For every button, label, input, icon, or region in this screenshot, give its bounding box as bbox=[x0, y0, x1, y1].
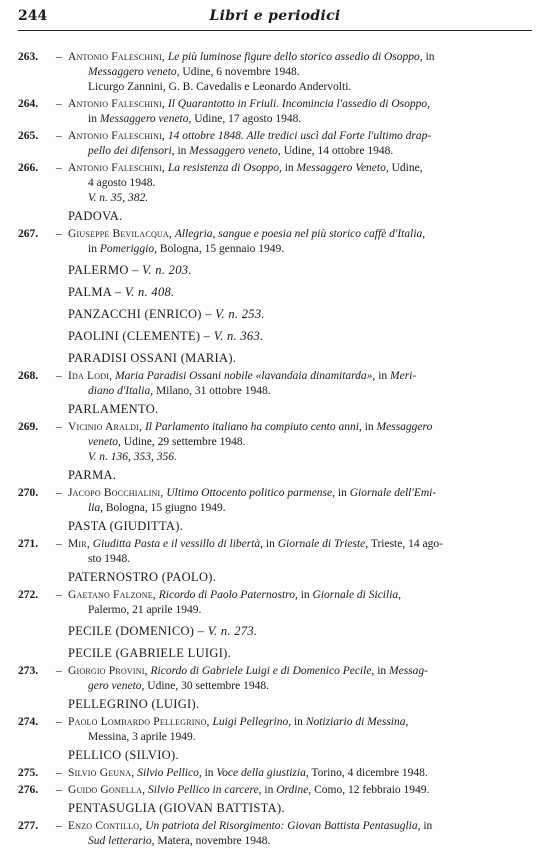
bibliography-entry-268 bbox=[18, 369, 532, 399]
bibliography-entry-271 bbox=[18, 537, 532, 567]
entry-title: Silvio Pellico in carcere, bbox=[148, 784, 262, 796]
entry-continuation bbox=[68, 112, 532, 127]
entry-source: Ordine, bbox=[276, 784, 312, 796]
subject-heading-parma: PARMA. bbox=[68, 468, 117, 482]
entry-source: Giornale di Sicilia, bbox=[312, 589, 402, 601]
heading-cross-reference: – V. n. 408. bbox=[114, 285, 175, 299]
entry-continuation: 4 agosto 1948. bbox=[88, 177, 156, 189]
entry-title: Maria Paradisi Ossani nobile «lavandaia dinamitarda», bbox=[115, 370, 376, 382]
bibliography-entry-270 bbox=[18, 486, 532, 516]
subject-heading-paradisi: PARADISI OSSANI (MARIA). bbox=[68, 351, 237, 365]
bibliography-entry-265 bbox=[18, 129, 532, 159]
entry-dash: – bbox=[56, 589, 62, 601]
entry-author: Antonio Faleschini, bbox=[68, 98, 165, 110]
entry-continuation: Messina, 3 aprile 1949. bbox=[88, 731, 196, 743]
subject-heading-pellico: PELLICO (SILVIO). bbox=[68, 748, 179, 762]
entry-source: Pomeriggio, bbox=[99, 243, 158, 255]
entry-imprint: Milano, 31 ottobre 1948. bbox=[153, 385, 271, 397]
entry-in: in bbox=[261, 784, 277, 796]
entry-source: Giornale dell'Emi- bbox=[349, 487, 437, 499]
entry-dash: – bbox=[56, 421, 62, 433]
entry-title: Le più luminose figure dello storico assedio di Osoppo, bbox=[167, 51, 423, 63]
entry-text bbox=[68, 766, 532, 781]
entry-dash: – bbox=[56, 51, 62, 63]
entry-number: 265. bbox=[18, 130, 39, 142]
entry-author: Antonio Faleschini, bbox=[68, 51, 165, 63]
entry-dash: – bbox=[56, 767, 62, 779]
entry-source: Messaggero bbox=[376, 421, 433, 433]
heading-label: PALMA bbox=[68, 285, 112, 299]
entry-dash: – bbox=[56, 228, 62, 240]
entry-title: Il Quarantotto in Friuli. Incomincia l'assedio di Osoppo, bbox=[167, 98, 431, 110]
entry-title: 14 ottobre 1848. Alle tredici uscì dal Forte l'ultimo drap- bbox=[167, 130, 432, 142]
entry-source: Messaggero veneto, bbox=[189, 145, 281, 157]
entry-source: Messaggero veneto, bbox=[88, 66, 180, 78]
entry-source: Sud letterario, bbox=[88, 835, 155, 847]
entry-author: Gaetano Falzone, bbox=[68, 589, 156, 601]
entry-title: Il Parlamento italiano ha compiuto cento anni, bbox=[144, 421, 362, 433]
entry-dash: – bbox=[56, 98, 62, 110]
entry-imprint: Udine, 30 settembre 1948. bbox=[144, 680, 269, 692]
entry-number: 266. bbox=[18, 162, 39, 174]
entry-author: Vicinio Araldi, bbox=[68, 421, 143, 433]
entry-number: 263. bbox=[18, 51, 39, 63]
subject-heading-palermo bbox=[18, 262, 532, 279]
entry-imprint: Udine, 14 ottobre 1948. bbox=[280, 145, 394, 157]
entry-number: 269. bbox=[18, 421, 39, 433]
entry-source: Voce della giustizia, bbox=[216, 767, 309, 779]
entry-text bbox=[68, 369, 532, 384]
bibliography-entry-266 bbox=[18, 161, 532, 206]
bibliography-entry-273 bbox=[18, 664, 532, 694]
bibliography-entry-267 bbox=[18, 227, 532, 257]
entry-cross-reference: V. n. 136, 353, 356. bbox=[88, 451, 177, 463]
entry-text bbox=[68, 664, 532, 679]
subject-heading-pecile-gabriele: PECILE (GABRIELE LUIGI). bbox=[68, 646, 232, 660]
entry-number: 270. bbox=[18, 487, 39, 499]
bibliography-entry-272 bbox=[18, 588, 532, 618]
running-head: Libri e periodici bbox=[209, 8, 341, 24]
entry-author: Antonio Faleschini, bbox=[68, 130, 165, 142]
heading-label: PECILE (DOMENICO) bbox=[68, 624, 195, 638]
entry-text bbox=[68, 783, 532, 798]
heading-cross-reference: – V. n. 363. bbox=[203, 329, 264, 343]
subject-heading-parlamento: PARLAMENTO. bbox=[68, 402, 159, 416]
bibliography-entry-274 bbox=[18, 715, 532, 745]
entry-title: La resistenza di Osoppo, bbox=[167, 162, 282, 174]
subject-heading-paternostro: PATERNOSTRO (PAOLO). bbox=[68, 570, 217, 584]
entry-title: Allegria, sangue e poesia nel più storico caffè d'Italia, bbox=[174, 228, 426, 240]
entry-dash: – bbox=[56, 665, 62, 677]
heading-cross-reference: – V. n. 253. bbox=[205, 307, 265, 321]
entry-text bbox=[68, 715, 532, 730]
entry-imprint: Trieste, 14 ago- bbox=[368, 538, 443, 550]
page-number: 244 bbox=[18, 8, 48, 24]
entry-imprint: Udine, bbox=[388, 162, 423, 174]
entry-continuation bbox=[68, 501, 532, 516]
entry-title: Un patriota del Risorgimento: Giovan Battista Pentasuglia, bbox=[145, 820, 421, 832]
entry-imprint: Torino, 4 dicembre 1948. bbox=[308, 767, 428, 779]
entry-source: Messaggero veneto, bbox=[99, 113, 192, 125]
entry-author: Giuseppe Bevilacqua, bbox=[68, 228, 172, 240]
entry-in: in bbox=[361, 421, 377, 433]
subject-heading-palma bbox=[18, 284, 532, 301]
entry-source: Messag- bbox=[389, 665, 428, 677]
entry-dash: – bbox=[56, 487, 62, 499]
entry-author: Jacopo Bocchialini, bbox=[68, 487, 164, 499]
entry-dash: – bbox=[56, 784, 62, 796]
entry-continuation bbox=[68, 834, 532, 849]
entry-continuation bbox=[68, 242, 532, 257]
entry-continuation bbox=[68, 679, 532, 694]
entry-imprint: Matera, novembre 1948. bbox=[154, 835, 271, 847]
entry-title: Ricordo di Paolo Paternostro, bbox=[158, 589, 298, 601]
entry-source-cont: lia, bbox=[88, 502, 104, 514]
heading-cross-reference: – V. n. 203. bbox=[132, 263, 192, 277]
entry-author: Giorgio Provini, bbox=[68, 665, 148, 677]
entry-dash: – bbox=[56, 370, 62, 382]
entry-text bbox=[68, 161, 532, 176]
entry-continuation: Palermo, 21 aprile 1949. bbox=[88, 604, 202, 616]
entry-in: in bbox=[291, 716, 306, 728]
entry-imprint: Udine, 6 novembre 1948. bbox=[179, 66, 300, 78]
entry-imprint: Udine, 29 settembre 1948. bbox=[120, 436, 246, 448]
entry-imprint: Udine, 17 agosto 1948. bbox=[191, 113, 302, 125]
bibliography-entry-264 bbox=[18, 97, 532, 127]
entry-text bbox=[68, 486, 532, 501]
entry-author: Ida Lodi, bbox=[68, 370, 113, 382]
entry-number: 272. bbox=[18, 589, 39, 601]
entry-in: in bbox=[88, 243, 100, 255]
entry-author: Paolo Lombardo Pellegrino, bbox=[68, 716, 210, 728]
entry-dash: – bbox=[56, 820, 62, 832]
entry-in: in bbox=[375, 370, 391, 382]
entry-in: in bbox=[281, 162, 297, 174]
entry-number: 277. bbox=[18, 820, 39, 832]
entry-source-cont: gero veneto, bbox=[88, 680, 145, 692]
entry-author: Antonio Faleschini, bbox=[68, 162, 165, 174]
entry-text bbox=[68, 819, 532, 834]
entry-source: Messaggero Veneto, bbox=[296, 162, 389, 174]
entry-in: in bbox=[374, 665, 390, 677]
entry-source: Notiziario di Messina, bbox=[305, 716, 409, 728]
entry-number: 276. bbox=[18, 784, 39, 796]
bibliography-entry-269 bbox=[18, 420, 532, 465]
entry-source: Meri- bbox=[390, 370, 417, 382]
entry-dash: – bbox=[56, 538, 62, 550]
entry-rest: in bbox=[420, 820, 433, 832]
entry-text bbox=[68, 50, 532, 65]
entry-cross-reference: V. n. 35, 382. bbox=[88, 192, 149, 204]
entry-title: Ricordo di Gabriele Luigi e di Domenico Pecile, bbox=[150, 665, 375, 677]
entry-author: Guido Gonella, bbox=[68, 784, 146, 796]
entry-dash: – bbox=[56, 716, 62, 728]
entry-source: Giornale di Trieste, bbox=[277, 538, 369, 550]
subject-heading-pasta: PASTA (GIUDITTA). bbox=[68, 519, 184, 533]
entry-title: Silvio Pellico, bbox=[137, 767, 202, 779]
bibliography-entry-275 bbox=[18, 766, 532, 781]
entry-title: Ultimo Ottocento politico parmense, bbox=[166, 487, 336, 499]
entry-title: Giuditta Pasta e il vessillo di libertà, bbox=[92, 538, 264, 550]
entry-source-cont: diano d'Italia, bbox=[88, 385, 154, 397]
entry-in: in bbox=[263, 538, 278, 550]
entry-text bbox=[68, 129, 532, 144]
entry-title: Luigi Pellegrino, bbox=[212, 716, 292, 728]
heading-label: PALERMO bbox=[68, 263, 129, 277]
entry-imprint: Como, 12 febbraio 1949. bbox=[311, 784, 430, 796]
bibliography-list bbox=[18, 50, 532, 851]
entry-number: 275. bbox=[18, 767, 39, 779]
entry-number: 264. bbox=[18, 98, 39, 110]
entry-text bbox=[68, 537, 532, 552]
entry-continuation bbox=[68, 144, 532, 159]
entry-in: in bbox=[88, 113, 100, 125]
entry-number: 268. bbox=[18, 370, 39, 382]
bibliography-entry-263 bbox=[18, 50, 532, 95]
entry-note: Licurgo Zannini, G. B. Cavedalis e Leonardo Andervolti. bbox=[88, 81, 352, 93]
entry-text bbox=[68, 227, 532, 242]
entry-imprint: Bologna, 15 gennaio 1949. bbox=[157, 243, 285, 255]
page-header bbox=[18, 8, 532, 31]
bibliography-entry-276 bbox=[18, 783, 532, 798]
entry-source-cont: veneto, bbox=[88, 436, 121, 448]
entry-number: 273. bbox=[18, 665, 39, 677]
entry-in: in bbox=[335, 487, 350, 499]
entry-author: Enzo Contillo, bbox=[68, 820, 143, 832]
subject-heading-paolini bbox=[18, 328, 532, 345]
entry-dash: – bbox=[56, 130, 62, 142]
entry-author: Mir, bbox=[68, 538, 90, 550]
entry-dash: – bbox=[56, 162, 62, 174]
subject-heading-pecile-domenico bbox=[18, 623, 532, 640]
entry-continuation: sto 1948. bbox=[88, 553, 131, 565]
entry-number: 274. bbox=[18, 716, 39, 728]
subject-heading-panzacchi bbox=[18, 306, 532, 323]
entry-text bbox=[68, 420, 532, 435]
entry-continuation bbox=[68, 65, 532, 80]
entry-text bbox=[68, 588, 532, 603]
entry-number: 271. bbox=[18, 538, 39, 550]
entry-continuation bbox=[68, 384, 532, 399]
entry-in: in bbox=[174, 145, 190, 157]
entry-imprint: Bologna, 15 giugno 1949. bbox=[103, 502, 226, 514]
subject-heading-padova: PADOVA. bbox=[68, 209, 123, 223]
entry-text bbox=[68, 97, 532, 112]
subject-heading-pellegrino: PELLEGRINO (LUIGI). bbox=[68, 697, 200, 711]
heading-label: PANZACCHI (ENRICO) bbox=[68, 307, 202, 321]
entry-in: in bbox=[201, 767, 217, 779]
entry-number: 267. bbox=[18, 228, 39, 240]
entry-in: in bbox=[297, 589, 313, 601]
entry-continuation bbox=[68, 435, 532, 450]
subject-heading-pentasuglia: PENTASUGLIA (GIOVAN BATTISTA). bbox=[68, 801, 285, 815]
heading-cross-reference: – V. n. 273. bbox=[197, 624, 258, 638]
entry-author: Silvio Geuna, bbox=[68, 767, 135, 779]
heading-label: PAOLINI (CLEMENTE) bbox=[68, 329, 201, 343]
entry-rest: in bbox=[422, 51, 435, 63]
entry-title-cont: pello dei difensori, bbox=[88, 145, 175, 157]
